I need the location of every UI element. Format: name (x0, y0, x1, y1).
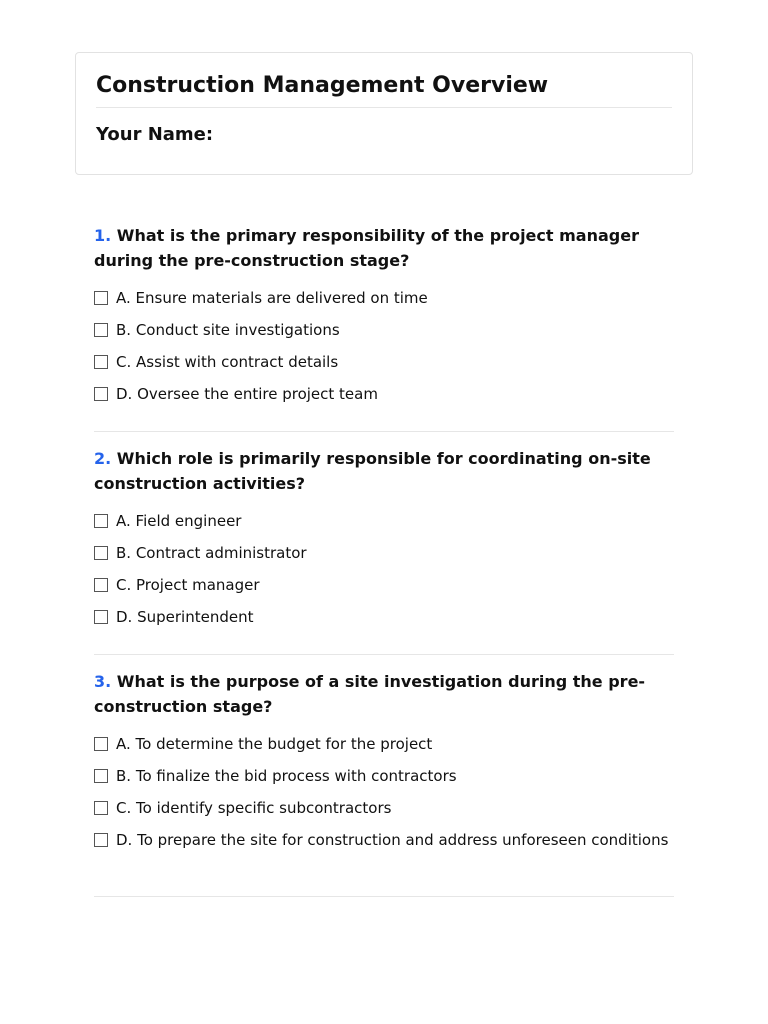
question-text (94, 223, 674, 273)
option-a[interactable] (94, 287, 674, 309)
question-text (94, 446, 674, 496)
option-label: A. To determine the budget for the project (116, 735, 433, 753)
header-card (75, 52, 693, 175)
option-d[interactable] (94, 829, 674, 851)
option-b[interactable] (94, 319, 674, 341)
question-number: 3. (94, 672, 112, 691)
option-c[interactable] (94, 797, 674, 819)
option-c[interactable] (94, 351, 674, 373)
option-label: C. Project manager (116, 576, 260, 594)
option-label: A. Ensure materials are delivered on time (116, 289, 428, 307)
checkbox[interactable] (94, 610, 108, 624)
option-label: D. Superintendent (116, 608, 254, 626)
question-number: 2. (94, 449, 112, 468)
question-2 (94, 446, 674, 655)
checkbox[interactable] (94, 801, 108, 815)
option-label: B. To finalize the bid process with contractors (116, 767, 457, 785)
checkbox[interactable] (94, 769, 108, 783)
options-list (94, 510, 674, 628)
option-label: C. To identify specific subcontractors (116, 799, 392, 817)
question-number: 1. (94, 226, 112, 245)
option-label: B. Contract administrator (116, 544, 307, 562)
option-b[interactable] (94, 542, 674, 564)
name-label: Your Name: (96, 124, 214, 145)
option-label: A. Field engineer (116, 512, 242, 530)
checkbox[interactable] (94, 546, 108, 560)
option-b[interactable] (94, 765, 674, 787)
page-title: Construction Management Overview (96, 73, 672, 108)
checkbox[interactable] (94, 291, 108, 305)
checkbox[interactable] (94, 355, 108, 369)
checkbox[interactable] (94, 833, 108, 847)
question-1 (94, 223, 674, 432)
options-list (94, 287, 674, 405)
option-c[interactable] (94, 574, 674, 596)
option-label: B. Conduct site investigations (116, 321, 340, 339)
checkbox[interactable] (94, 737, 108, 751)
checkbox[interactable] (94, 323, 108, 337)
option-a[interactable] (94, 510, 674, 532)
question-prompt: What is the purpose of a site investigation during the pre-construction stage? (94, 672, 646, 716)
option-label: D. Oversee the entire project team (116, 385, 378, 403)
question-3 (94, 669, 674, 897)
option-label: D. To prepare the site for construction and address unforeseen conditions (116, 831, 669, 849)
checkbox[interactable] (94, 578, 108, 592)
question-prompt: Which role is primarily responsible for coordinating on-site construction activities? (94, 449, 651, 493)
question-prompt: What is the primary responsibility of the project manager during the pre-construction stage? (94, 226, 639, 270)
options-list (94, 733, 674, 851)
checkbox[interactable] (94, 387, 108, 401)
option-d[interactable] (94, 606, 674, 628)
option-d[interactable] (94, 383, 674, 405)
checkbox[interactable] (94, 514, 108, 528)
option-a[interactable] (94, 733, 674, 755)
option-label: C. Assist with contract details (116, 353, 339, 371)
question-text (94, 669, 674, 719)
